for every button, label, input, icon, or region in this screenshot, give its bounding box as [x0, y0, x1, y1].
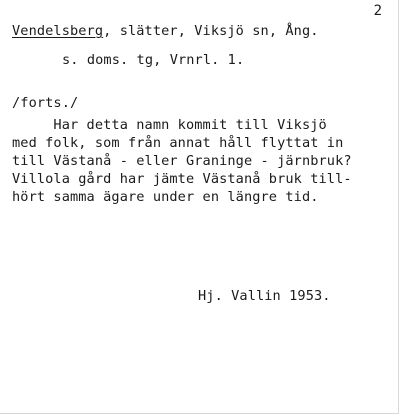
body-line: till Västanå - eller Graninge - järnbruk?	[12, 153, 352, 169]
body-line: Villola gård har jämte Västanå bruk till-	[12, 171, 352, 187]
body-line: hört samma ägare under en längre tid.	[12, 189, 319, 205]
body-line: Har detta namn kommit till Viksjö	[12, 117, 327, 133]
signature: Hj. Vallin 1953.	[198, 288, 331, 304]
body-line: med folk, som från annat håll flyttat in	[12, 135, 344, 151]
place-name: Vendelsberg	[12, 23, 104, 39]
page-number: 2	[373, 3, 382, 19]
source-line: s. doms. tg, Vrnrl. 1.	[62, 52, 245, 68]
card-body	[12, 116, 392, 206]
continuation-marker: /forts./	[12, 95, 79, 111]
heading-details: , slätter, Viksjö sn, Ång.	[103, 23, 319, 39]
card-heading	[12, 22, 319, 40]
